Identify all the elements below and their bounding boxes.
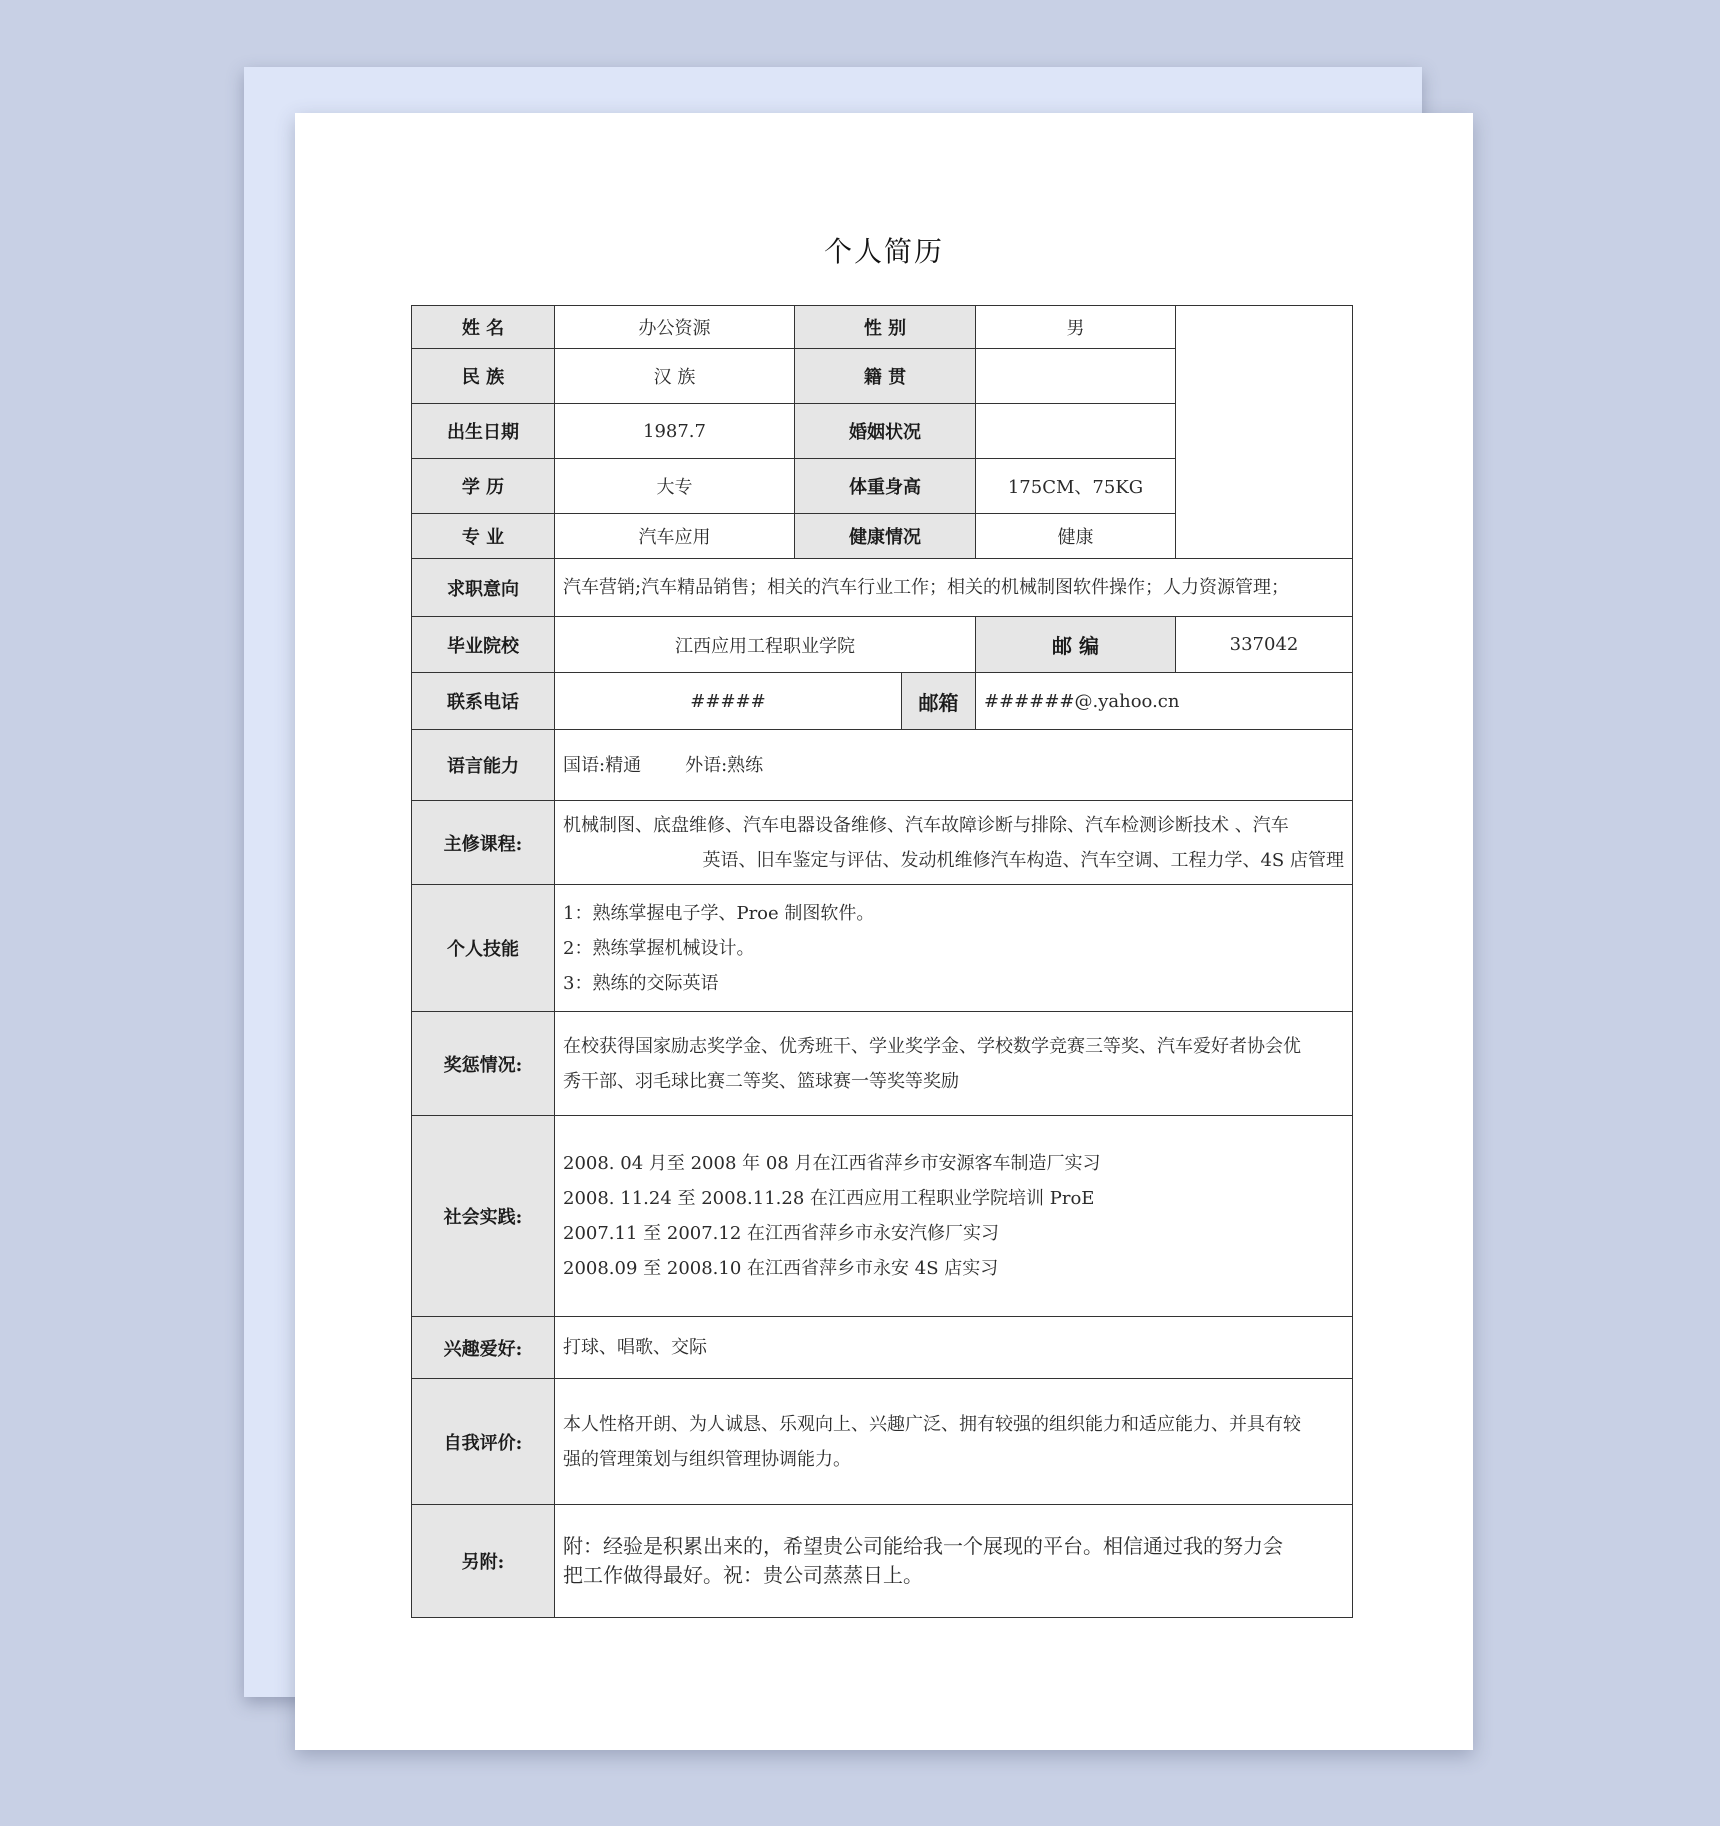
email-label: 邮箱 [902, 673, 976, 730]
row-language [412, 730, 1353, 801]
appendix-value [555, 1505, 1353, 1618]
appendix-line-1: 附：经验是积累出来的，希望贵公司能给我一个展现的平台。相信通过我的努力会 [563, 1534, 1283, 1558]
email-value: ######@.yahoo.cn [976, 673, 1353, 730]
row-name [412, 306, 1353, 349]
row-practice [412, 1116, 1353, 1317]
skill-item: 1：熟练掌握电子学、Proe 制图软件。 [563, 902, 875, 924]
resume-page [295, 113, 1473, 1750]
photo-box [1176, 306, 1353, 559]
language-value [555, 730, 1353, 801]
native-place-value [976, 349, 1176, 404]
row-hobbies [412, 1317, 1353, 1379]
name-label: 姓 名 [412, 306, 555, 349]
job-intention-label: 求职意向 [412, 559, 555, 617]
skill-item: 3：熟练的交际英语 [563, 972, 719, 994]
ethnicity-label: 民 族 [412, 349, 555, 404]
major-value: 汽车应用 [555, 514, 795, 559]
postcode-label: 邮 编 [976, 617, 1176, 673]
hobbies-label: 兴趣爱好: [412, 1317, 555, 1379]
language-label: 语言能力 [412, 730, 555, 801]
marital-label: 婚姻状况 [795, 404, 976, 459]
practice-item: 2008.09 至 2008.10 在江西省萍乡市永安 4S 店实习 [563, 1258, 999, 1279]
practice-value [555, 1116, 1353, 1317]
appendix-label: 另附: [412, 1505, 555, 1618]
row-skills [412, 885, 1353, 1012]
hobbies-value: 打球、唱歌、交际 [555, 1317, 1353, 1379]
practice-item: 2008. 04 月至 2008 年 08 月在江西省萍乡市安源客车制造厂实习 [563, 1153, 1101, 1174]
resume-table [411, 305, 1353, 1618]
birth-label: 出生日期 [412, 404, 555, 459]
self-evaluation-value [555, 1379, 1353, 1505]
row-courses [412, 801, 1353, 885]
body-label: 体重身高 [795, 459, 976, 514]
health-value: 健康 [976, 514, 1176, 559]
row-awards [412, 1012, 1353, 1116]
native-place-label: 籍 贯 [795, 349, 976, 404]
phone-value: ##### [555, 673, 902, 730]
self-evaluation-label: 自我评价: [412, 1379, 555, 1505]
page-title: 个人简历 [823, 235, 944, 268]
health-label: 健康情况 [795, 514, 976, 559]
awards-label: 奖惩情况: [412, 1012, 555, 1116]
marital-value [976, 404, 1176, 459]
self-evaluation-line-1: 本人性格开朗、为人诚恳、乐观向上、兴趣广泛、拥有较强的组织能力和适应能力、并具有较 [563, 1413, 1301, 1435]
practice-label: 社会实践: [412, 1116, 555, 1317]
school-label: 毕业院校 [412, 617, 555, 673]
row-self-evaluation [412, 1379, 1353, 1505]
major-label: 专 业 [412, 514, 555, 559]
birth-value: 1987.7 [555, 404, 795, 459]
awards-line-1: 在校获得国家励志奖学金、优秀班干、学业奖学金、学校数学竞赛三等奖、汽车爱好者协会优 [563, 1035, 1301, 1057]
language-native: 国语:精通 [563, 754, 642, 776]
body-value: 175CM、75KG [976, 459, 1176, 514]
appendix-line-2: 把工作做得最好。祝：贵公司蒸蒸日上。 [563, 1563, 923, 1587]
courses-value [555, 801, 1353, 885]
skill-item: 2：熟练掌握机械设计。 [563, 937, 755, 959]
gender-label: 性 别 [795, 306, 976, 349]
self-evaluation-line-2: 强的管理策划与组织管理协调能力。 [563, 1448, 851, 1470]
education-label: 学 历 [412, 459, 555, 514]
job-intention-value: 汽车营销;汽车精品销售；相关的汽车行业工作；相关的机械制图软件操作；人力资源管理； [555, 559, 1353, 617]
education-value: 大专 [555, 459, 795, 514]
ethnicity-value: 汉 族 [555, 349, 795, 404]
phone-label: 联系电话 [412, 673, 555, 730]
skills-value [555, 885, 1353, 1012]
school-value: 江西应用工程职业学院 [555, 617, 976, 673]
awards-value [555, 1012, 1353, 1116]
courses-line-1: 机械制图、底盘维修、汽车电器设备维修、汽车故障诊断与排除、汽车检测诊断技术 、汽车 [563, 814, 1289, 836]
awards-line-2: 秀干部、羽毛球比赛二等奖、篮球赛一等奖等奖励 [563, 1070, 959, 1092]
courses-line-2: 英语、旧车鉴定与评估、发动机维修汽车构造、汽车空调、工程力学、4S 店管理 [702, 849, 1344, 871]
postcode-value: 337042 [1176, 617, 1353, 673]
skills-label: 个人技能 [412, 885, 555, 1012]
practice-item: 2008. 11.24 至 2008.11.28 在江西应用工程职业学院培训 ProE [563, 1188, 1095, 1209]
row-contact [412, 673, 1353, 730]
row-appendix [412, 1505, 1353, 1618]
language-foreign: 外语:熟练 [685, 754, 764, 776]
name-value: 办公资源 [555, 306, 795, 349]
practice-item: 2007.11 至 2007.12 在江西省萍乡市永安汽修厂实习 [563, 1223, 1000, 1244]
gender-value: 男 [976, 306, 1176, 349]
courses-label: 主修课程: [412, 801, 555, 885]
row-job-intention [412, 559, 1353, 617]
row-school [412, 617, 1353, 673]
